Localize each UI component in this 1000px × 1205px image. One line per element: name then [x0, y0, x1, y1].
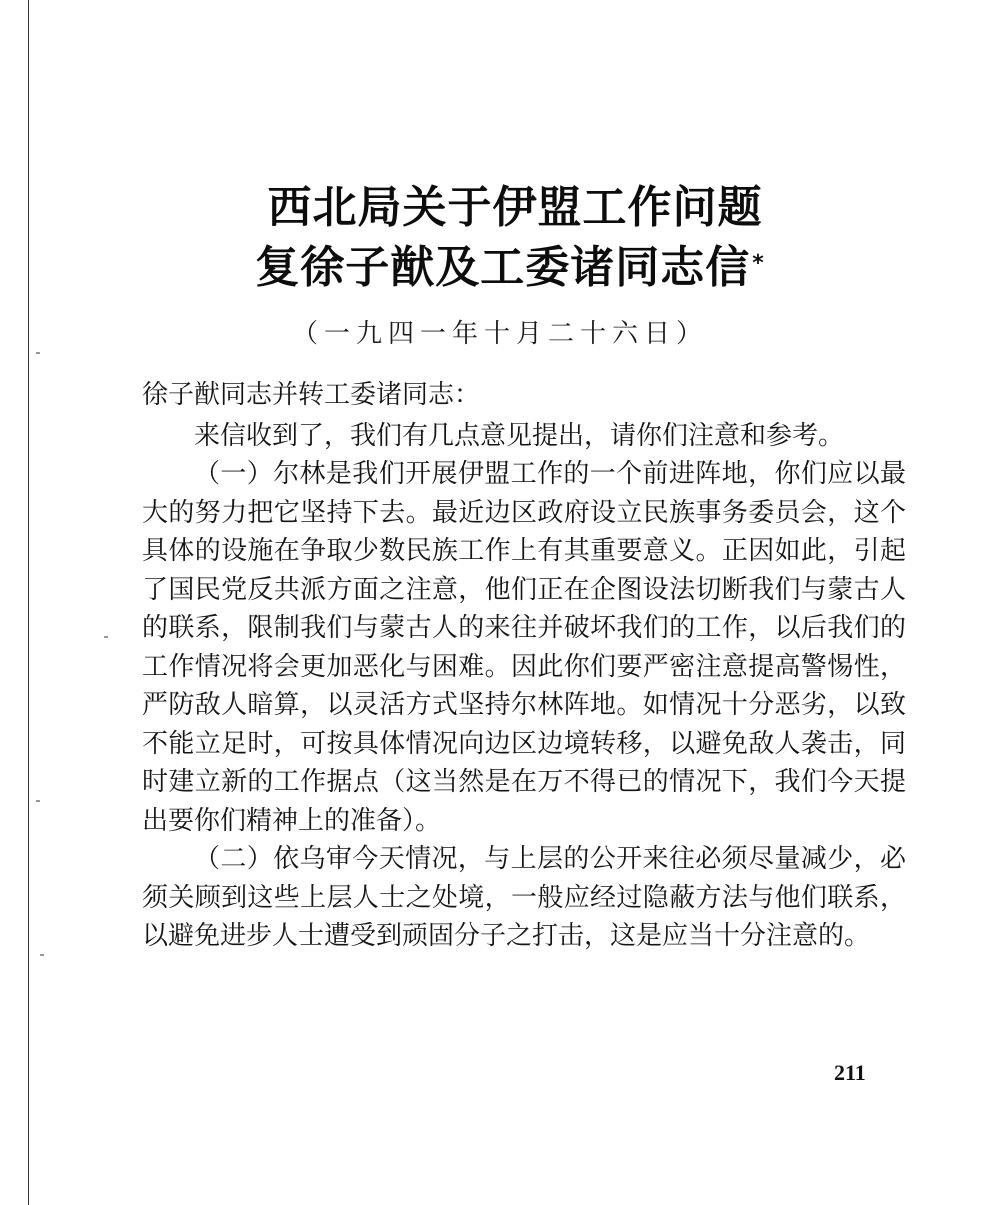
paragraph-point-1: （一）尔林是我们开展伊盟工作的一个前进阵地，你们应以最大的努力把它坚持下去。最近边区政府设立民族事务委员会，这个具体的设施在争取少数民族工作上有其重要意义。正因如此，引起了国民党反共派方面之注意，他们正在企图设法切断我们与蒙古人的联系，限制我们与蒙古人的来往并破坏我们的工作，以后我们的工作情况将会更加恶化与困难。因此你们要严密注意提高警惕性，严防敌人暗算，以灵活方式坚持尔林阵地。如情况十分恶劣，以致不能立足时，可按具体情况向边区边境转移，以避免敌人袭击，同时建立新的工作据点（这当然是在万不得已的情况下，我们今天提出要你们精神上的准备）。 — [142, 459, 906, 836]
title-line-1: 西北局关于伊盟工作问题 — [267, 182, 763, 233]
scan-speck — [40, 954, 44, 956]
title-line-2-text: 复徐子猷及工委诸同志信 — [255, 242, 751, 293]
document-title — [0, 178, 1000, 298]
title-line-2 — [20, 238, 1000, 298]
paragraph-intro: 来信收到了，我们有几点意见提出，请你们注意和参考。 — [194, 420, 845, 451]
scan-speck — [104, 636, 108, 638]
footnote-marker: * — [752, 251, 765, 276]
scan-speck — [36, 800, 40, 802]
page-number: 211 — [834, 1060, 866, 1085]
letter-body — [142, 376, 906, 956]
paragraph-point-2: （二）依乌审今天情况，与上层的公开来往必须尽量减少，必须关顾到这些上层人士之处境，一般应经过隐蔽方法与他们联系，以避免进步人士遭受到顽固分子之打击，这是应当十分注意的。 — [142, 844, 906, 951]
salutation: 徐子猷同志并转工委诸同志： — [142, 380, 481, 410]
document-date: （一九四一年十月二十六日） — [291, 319, 708, 349]
